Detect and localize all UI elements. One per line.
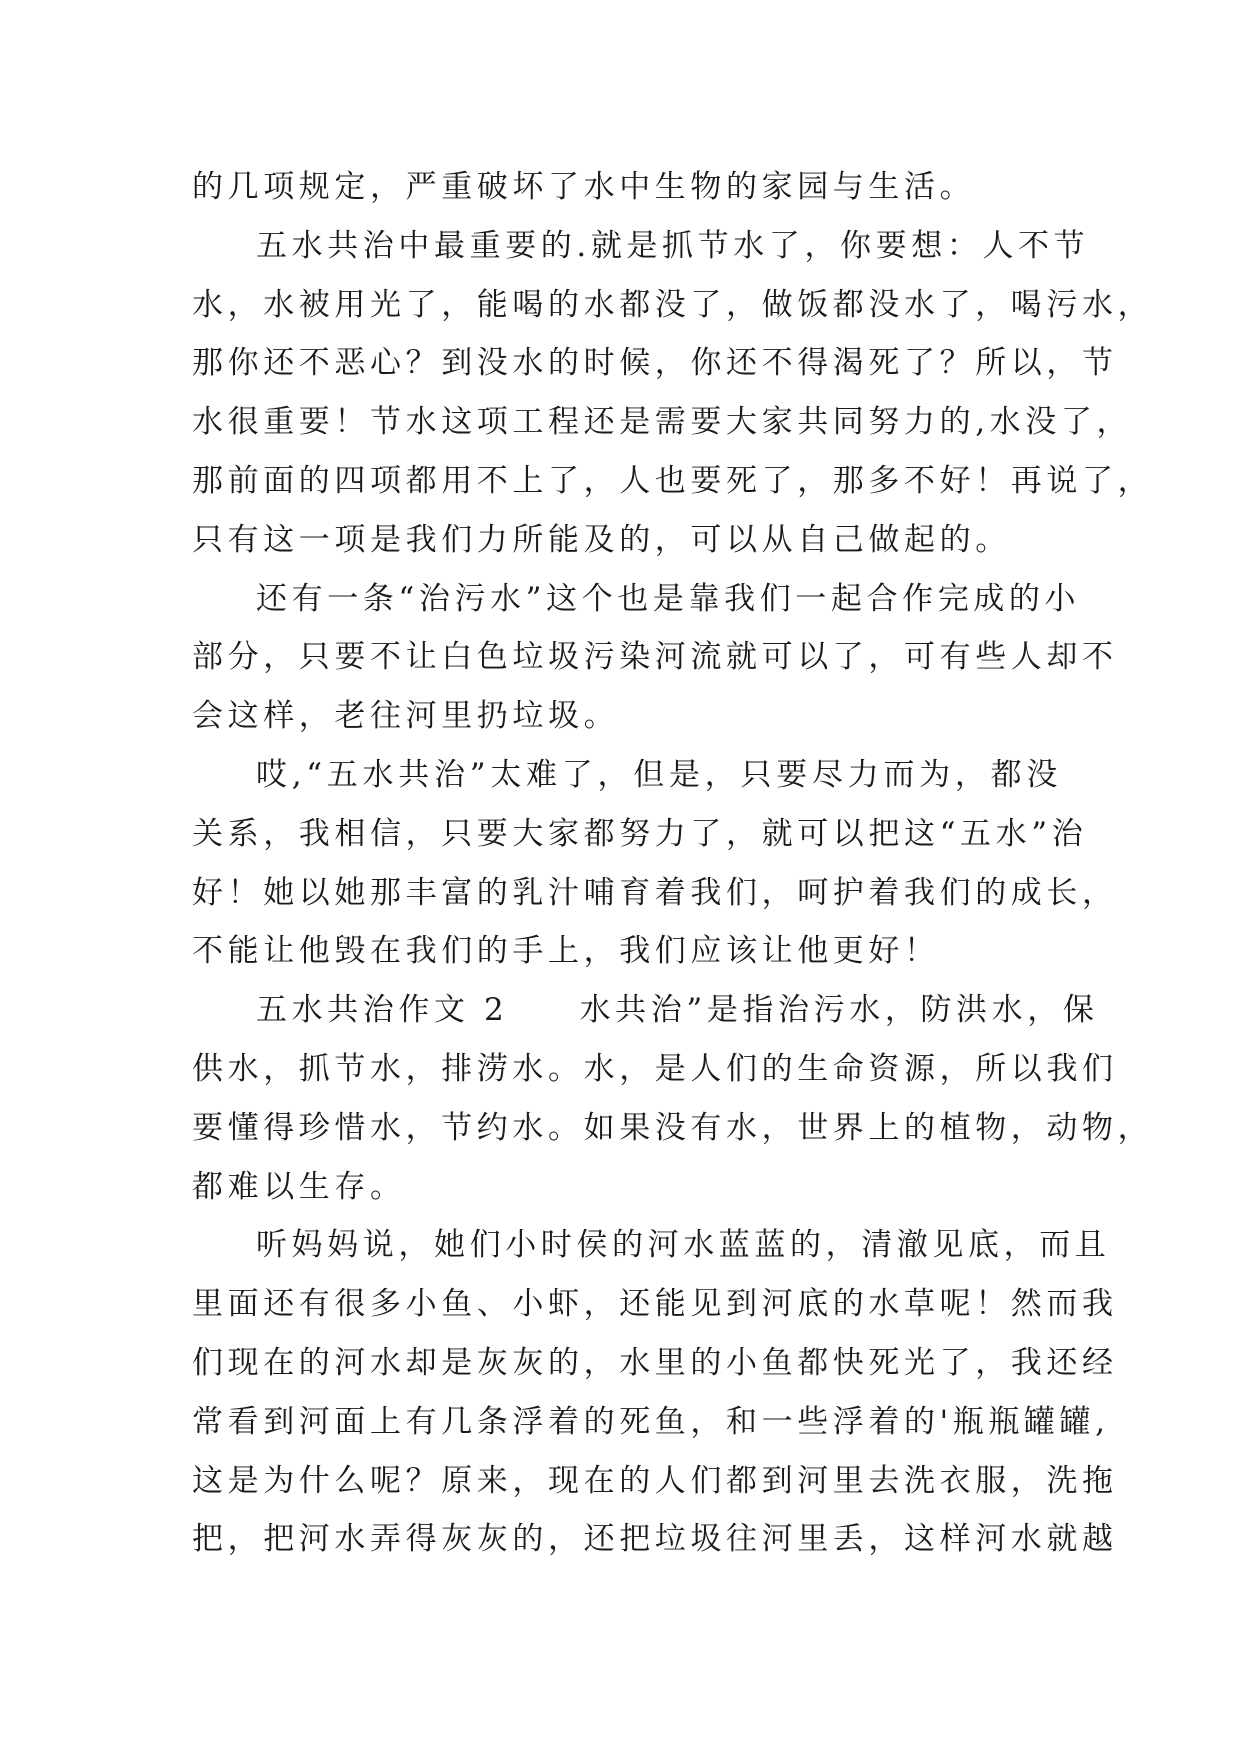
text-line: 常看到河面上有几条浮着的死鱼，和一些浮着的'瓶瓶罐罐, xyxy=(192,1403,1110,1440)
text-line: 那你还不恶心？到没水的时候，你还不得渴死了？所以，节 xyxy=(192,345,1118,382)
text-line: 的几项规定，严重破坏了水中生物的家园与生活。 xyxy=(192,169,976,205)
text-line: 供水，抓节水，排涝水。水，是人们的生命资源，所以我们 xyxy=(192,1050,1118,1087)
text-line: 水，水被用光了，能喝的水都没了，做饭都没水了，喝污水， xyxy=(192,286,1154,323)
text-line: 好！她以她那丰富的乳汁哺育着我们，呵护着我们的成长， xyxy=(192,874,1118,911)
document-body xyxy=(192,158,1154,1569)
text-line: 都难以生存。 xyxy=(192,1168,406,1205)
text-line: 们现在的河水却是灰灰的，水里的小鱼都快死光了，我还经 xyxy=(192,1344,1118,1381)
text-line: 会这样，老往河里扔垃圾。 xyxy=(192,698,620,735)
text-line: 把，把河水弄得灰灰的，还把垃圾往河里丢，这样河水就越 xyxy=(192,1521,1118,1558)
text-line: 听妈妈说，她们小时侯的河水蓝蓝的，清澈见底，而且 xyxy=(256,1227,1111,1264)
text-line: 水很重要！节水这项工程还是需要大家共同努力的,水没了， xyxy=(192,404,1133,441)
text-line: 那前面的四项都用不上了，人也要死了，那多不好！再说了， xyxy=(192,462,1154,499)
text-line: 关系，我相信，只要大家都努力了，就可以把这“五水”治 xyxy=(192,815,1088,852)
text-line: 五水共治中最重要的.就是抓节水了，你要想：人不节 xyxy=(256,227,1090,264)
text-line: 只有这一项是我们力所能及的，可以从自己做起的。 xyxy=(192,521,1011,558)
text-line: 哎,“五水共治”太难了，但是，只要尽力而为，都没 xyxy=(256,756,1062,793)
text-line: 还有一条“治污水”这个也是靠我们一起合作完成的小 xyxy=(256,580,1081,617)
text-line: 这是为什么呢？原来，现在的人们都到河里去洗衣服，洗拖 xyxy=(192,1462,1118,1499)
text-line: 里面还有很多小鱼、小虾，还能见到河底的水草呢！然而我 xyxy=(192,1286,1118,1323)
text-line: 要懂得珍惜水，节约水。如果没有水，世界上的植物，动物， xyxy=(192,1109,1154,1146)
text-line: 不能让他毁在我们的手上，我们应该让他更好！ xyxy=(192,933,940,970)
text-line: 部分，只要不让白色垃圾污染河流就可以了，可有些人却不 xyxy=(192,639,1118,676)
text-line: 五水共治作文 2 水共治”是指治污水，防洪水，保 xyxy=(256,992,1099,1029)
